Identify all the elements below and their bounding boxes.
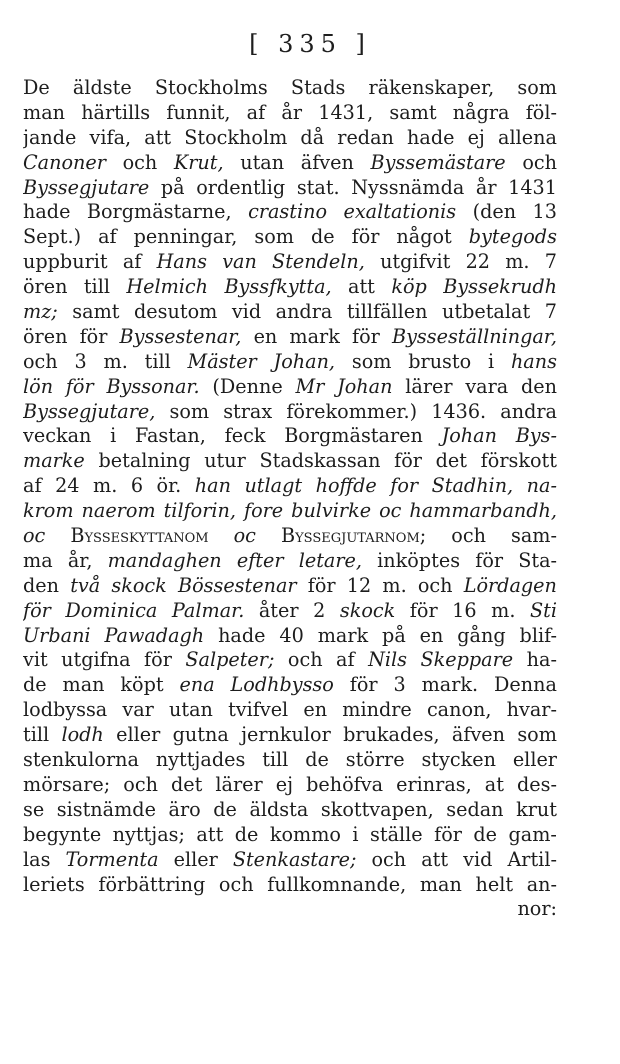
page-number: [ 335 ] (249, 30, 371, 58)
text-line: ören för Byssestenar, en mark för Bysseställningar, (23, 324, 557, 348)
text-line: af 24 m. 6 ör. han utlagt hoffde for Stadhin, na- (23, 474, 557, 498)
text-line: den två skock Bössestenar för 12 m. och Lördagen (23, 573, 557, 597)
text-line: för Dominica Palmar. åter 2 skock för 16 m. Sti (23, 598, 557, 622)
text-line: oc Bysseskyttanom oc Byssegjutarnom; och sam- (23, 524, 557, 548)
text-line: De äldste Stockholms Stads räkenskaper, som (23, 76, 557, 99)
text-line: jande vifa, att Stockholm då redan hade ej allena (23, 125, 557, 149)
text-line: vit utgifna för Salpeter; och af Nils Skeppare ha- (23, 648, 557, 672)
text-line: Canoner och Krut, utan äfven Byssemästare och (23, 150, 557, 174)
text-line: uppburit af Hans van Stendeln, utgifvit 22 m. 7 (23, 250, 557, 274)
text-line: mz; samt desutom vid andra tillfällen utbetalat 7 (23, 300, 557, 324)
text-line: stenkulorna nyttjades till de större stycken eller (23, 748, 557, 772)
text-line: och 3 m. till Mäster Johan, som brusto i hans (23, 349, 557, 373)
text-line: de man köpt ena Lodhbysso för 3 mark. Denna (23, 673, 557, 697)
text-line: veckan i Fastan, feck Borgmästaren Johan Bys- (23, 424, 557, 448)
text-line: begynte nyttjas; att de kommo i ställe för de gam- (23, 822, 557, 846)
text-line: se sistnämde äro de äldsta skottvapen, sedan krut (23, 797, 557, 821)
text-line: marke betalning utur Stadskassan för det förskott (23, 449, 557, 473)
text-line: Urbani Pawadagh hade 40 mark på en gång blif- (23, 623, 557, 647)
body-text (23, 76, 557, 922)
text-line: Byssegjutare på ordentlig stat. Nyssnämda år 1431 (23, 175, 557, 199)
text-line: Byssegjutare, som strax förekommer.) 1436. andra (23, 399, 557, 423)
text-line: Sept.) af penningar, som de för något bytegods (23, 225, 557, 249)
catchword: nor: (517, 897, 557, 921)
text-line: las Tormenta eller Stenkastare; och att vid Artil- (23, 847, 557, 871)
text-line: hade Borgmästarne, crastino exaltationis (den 13 (23, 200, 557, 224)
text-line: ma år, mandaghen efter letare, inköptes för Sta- (23, 548, 557, 572)
text-line: man härtills funnit, af år 1431, samt några föl- (23, 100, 557, 124)
text-line: leriets förbättring och fullkomnande, man helt an- (23, 872, 557, 896)
text-line: till lodh eller gutna jernkulor brukades, äfven som (23, 723, 557, 747)
text-line: lön för Byssonar. (Denne Mr Johan lärer vara den (23, 374, 557, 398)
text-line: mörsare; och det lärer ej behöfva erinras, at des- (23, 772, 557, 796)
text-line: ören till Helmich Byssfkytta, att köp Byssekrudh (23, 275, 557, 299)
text-line: lodbyssa var utan tvifvel en mindre canon, hvar- (23, 698, 557, 722)
text-line: krom naerom tilforin, fore bulvirke oc hammarbandh, (23, 499, 557, 523)
